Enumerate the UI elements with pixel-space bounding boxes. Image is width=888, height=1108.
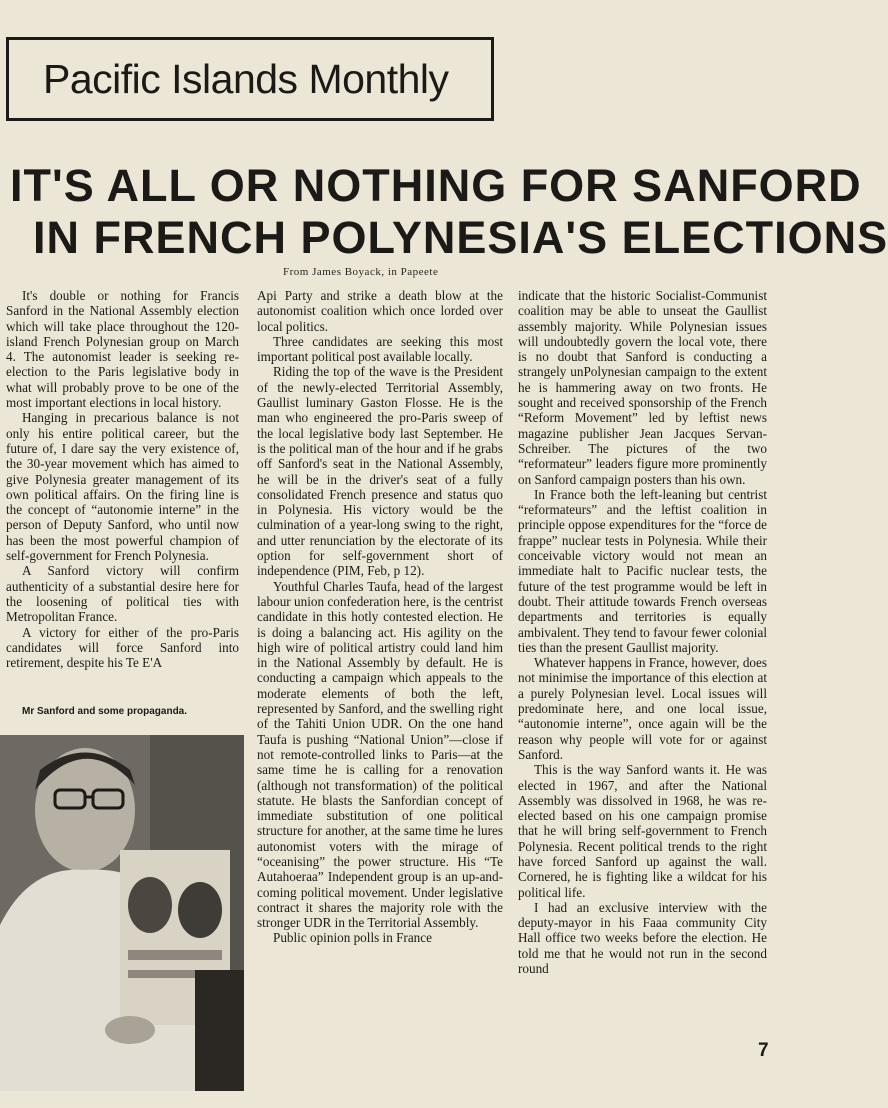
article-column-2	[257, 288, 503, 946]
photo-caption: Mr Sanford and some propaganda.	[22, 706, 188, 717]
paragraph: This is the way Sanford wants it. He was elected in 1967, and after the National Assembly was dissolved in 1968, he was re-elected based on his one campaign promise that he will bring self-government to French Polynesia. Recent political trends to the right have forced Sanford up against the wall. Cornered, he is fighting like a wildcat for his political life.	[518, 762, 767, 900]
paragraph: Whatever happens in France, however, does not minimise the importance of this election at a purely Polynesian level. Local issues will predominate here, and one local issue, “autonomie interne”, once again will be the reason why people will vote for or against Sanford.	[518, 655, 767, 762]
paragraph: I had an exclusive interview with the deputy-mayor in his Faaa community City Hall office two weeks before the election. He told me that he would not run in the second round	[518, 899, 767, 977]
masthead	[6, 37, 494, 121]
headline-line-2: IN FRENCH POLYNESIA'S ELECTIONS	[33, 212, 888, 263]
article-column-3	[518, 288, 767, 976]
article-column-1	[6, 288, 239, 670]
photo-illustration	[0, 735, 244, 1091]
byline: From James Boyack, in Papeete	[283, 266, 439, 278]
page-number: 7	[758, 1040, 769, 1061]
paragraph: Hanging in precarious balance is not only his entire political career, but the future of, I dare say the very existence of, the 30-year movement which has aimed to give Polynesia greater management of its own political affairs. On the firing line is the concept of “autonomie interne” in the person of Deputy Sanford, who until now has been the most powerful champion of self-government for French Polynesia.	[6, 410, 239, 564]
paragraph: It's double or nothing for Francis Sanford in the National Assembly election which will take place throughout the 120-island French Polynesian group on March 4. The autonomist leader is seeking re-election to the Paris legislative body in what will probably prove to be one of the most important elections in local history.	[6, 288, 239, 411]
masthead-title: Pacific Islands Monthly	[43, 55, 449, 102]
paragraph: In France both the left-leaning but centrist “reformateurs” and the leftist coalition in principle oppose expenditures for the “force de frappe” nuclear tests in Polynesia. While their conceivable victory would not mean an immediate halt to Pacific nuclear tests, the future of the test programme would be left in doubt. Their attitude towards French overseas departments and territories is equally ambivalent. They tend to favour fewer colonial ties than the present Gaullist majority.	[518, 486, 767, 655]
paragraph: Youthful Charles Taufa, head of the largest labour union confederation here, is the centrist candidate in this hotly contested election. He is doing a balancing act. His agility on the high wire of political artistry could land him in the National Assembly by default. He is conducting a campaign which appeals to the moderate elements of both the left, represented by Sanford, and the swelling right of the Tahiti Union UDR. On the one hand Taufa is pushing “National Union”—close if not remote-controlled links to Paris—at the same time he is calling for a renovation (although not transformation) of the political statute. He blasts the Sanfordian concept of immediate substitution of one political structure for another, at the same time he lures autonomist voters with the mirage of “oceanising” the power structure. His “Te Autahoeraa” Independent group is an up-and-coming political movement. Under legislative contract it shares the majority role with the stronger UDR in the Territorial Assembly.	[257, 578, 503, 931]
paragraph: A victory for either of the pro-Paris candidates will force Sanford into retirement, despite his Te E'A	[6, 624, 239, 671]
headline-line-1: IT'S ALL OR NOTHING FOR SANFORD	[10, 160, 862, 211]
paragraph: Riding the top of the wave is the President of the newly-elected Territorial Assembly, Gaullist luminary Gaston Flosse. He is the man who engineered the pro-Paris sweep of the local legislative body last September. He is the political man of the hour and if he grabs off Sanford's seat in the National Assembly, he will be in the driver's seat of a fully consolidated French presence and status quo in Polynesia. His victory would be the culmination of a year-long swing to the right, and utter renunciation by the electorate of its option for self-government short of independence (PIM, Feb, p 12).	[257, 364, 503, 579]
paragraph: A Sanford victory will confirm authenticity of a substantial desire here for the loosening of political ties with Metropolitan France.	[6, 563, 239, 625]
headline	[0, 160, 888, 264]
paragraph: Three candidates are seeking this most important political post available locally.	[257, 333, 503, 365]
paragraph: indicate that the historic Socialist-Communist coalition may be able to unseat the Gaullist assembly majority. While Polynesian issues will undoubtedly govern the local vote, there is no doubt that Sanford is conducting a strangely unPolynesian campaign to the extent he is hammering away on two fronts. He sought and received sponsorship of the French “Reform Movement” led by leftist news magazine publisher Jean Jacques Servan-Schreiber. The pictures of the two “reformateur” leaders figure more prominently on Sanford campaign posters than his own.	[518, 288, 767, 487]
paragraph: Api Party and strike a death blow at the autonomist coalition which once lorded over local politics.	[257, 288, 503, 334]
paragraph: Public opinion polls in France	[273, 930, 432, 946]
sanford-photo	[0, 735, 244, 1091]
